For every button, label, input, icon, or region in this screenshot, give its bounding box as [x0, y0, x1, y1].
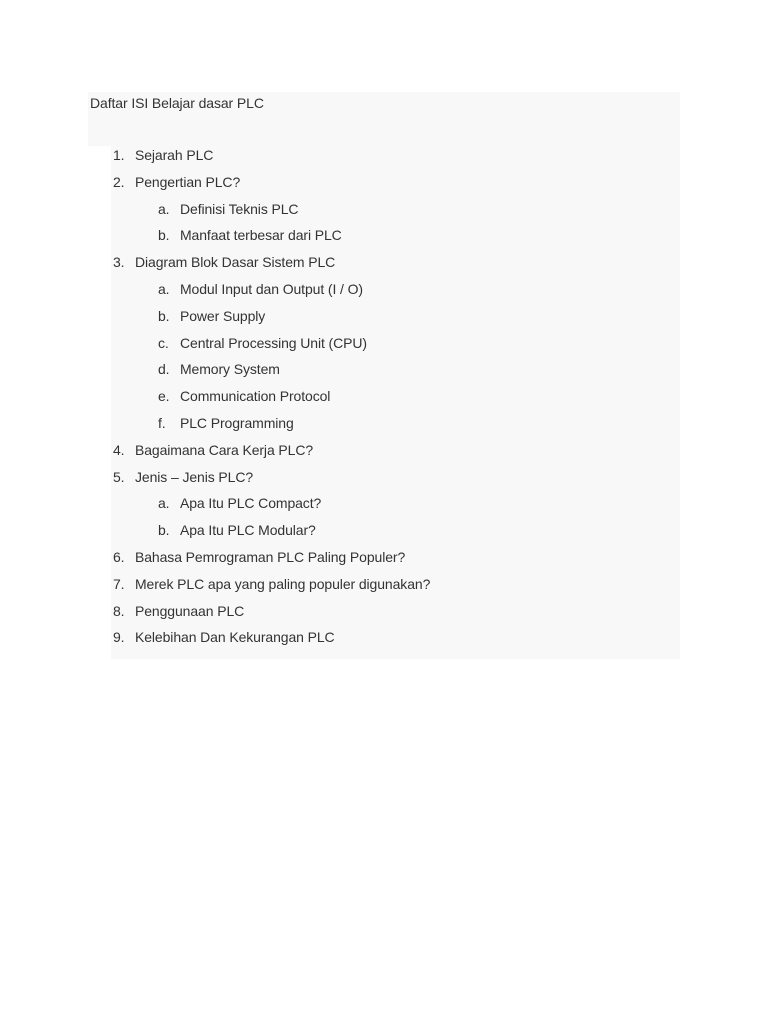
toc-item-text: Jenis – Jenis PLC?: [135, 468, 254, 485]
toc-item-marker: 9.: [113, 629, 125, 646]
table-of-contents: [111, 146, 680, 659]
toc-item-marker: 2.: [113, 173, 125, 190]
toc-item-text: Diagram Blok Dasar Sistem PLC: [135, 254, 336, 271]
toc-item-text: Bahasa Pemrograman PLC Paling Populer?: [135, 548, 406, 565]
toc-item-text: Merek PLC apa yang paling populer digunakan?: [135, 575, 431, 592]
toc-item-marker: d.: [158, 361, 170, 378]
toc-item-text: Communication Protocol: [180, 388, 331, 405]
toc-item: [111, 146, 680, 173]
toc-item-text: Modul Input dan Output (I / O): [180, 280, 363, 297]
toc-item-text: Definisi Teknis PLC: [180, 200, 299, 217]
toc-item: [111, 602, 680, 629]
toc-subitem: [111, 387, 680, 414]
toc-subitem: [111, 280, 680, 307]
toc-item: [111, 628, 680, 655]
toc-item-text: Kelebihan Dan Kekurangan PLC: [135, 629, 335, 646]
toc-item-text: Bagaimana Cara Kerja PLC?: [135, 441, 314, 458]
toc-item-text: Pengertian PLC?: [135, 173, 241, 190]
toc-item-text: Central Processing Unit (CPU): [180, 334, 367, 351]
toc-item-marker: 4.: [113, 441, 125, 458]
toc-subitem: [111, 307, 680, 334]
toc-item-marker: 1.: [113, 147, 125, 163]
toc-item-marker: e.: [158, 388, 170, 405]
toc-item-text: Apa Itu PLC Compact?: [180, 495, 322, 512]
toc-item: [111, 253, 680, 280]
toc-item-marker: 7.: [113, 575, 125, 592]
toc-item-marker: 5.: [113, 468, 125, 485]
toc-item-marker: b.: [158, 522, 170, 539]
toc-item-marker: a.: [158, 280, 170, 297]
toc-item-text: Penggunaan PLC: [135, 602, 245, 619]
toc-item: [111, 575, 680, 602]
toc-subitem: [111, 414, 680, 441]
toc-item-marker: b.: [158, 227, 170, 244]
title-block: [88, 92, 680, 146]
toc-item-marker: f.: [158, 414, 166, 431]
toc-item-text: Sejarah PLC: [135, 147, 214, 163]
toc-item-marker: a.: [158, 495, 170, 512]
toc-subitem: [111, 494, 680, 521]
toc-item-marker: 6.: [113, 548, 125, 565]
toc-item-text: Power Supply: [180, 307, 266, 324]
toc-subitem: [111, 334, 680, 361]
toc-subitem: [111, 521, 680, 548]
toc-subitem: [111, 226, 680, 253]
toc-item-marker: b.: [158, 307, 170, 324]
toc-item-text: Memory System: [180, 361, 280, 378]
toc-item-marker: 8.: [113, 602, 125, 619]
toc-item-marker: 3.: [113, 254, 125, 271]
toc-item-text: Apa Itu PLC Modular?: [180, 522, 316, 539]
toc-item-marker: c.: [158, 334, 169, 351]
toc-item-marker: a.: [158, 200, 170, 217]
document: [88, 92, 680, 659]
toc-item: [111, 548, 680, 575]
toc-item: [111, 173, 680, 200]
document-title: Daftar ISI Belajar dasar PLC: [90, 95, 264, 111]
toc-subitem: [111, 200, 680, 227]
toc-item: [111, 441, 680, 468]
toc-item: [111, 468, 680, 495]
toc-subitem: [111, 360, 680, 387]
toc-item-text: PLC Programming: [180, 414, 294, 431]
toc-item-text: Manfaat terbesar dari PLC: [180, 227, 342, 244]
